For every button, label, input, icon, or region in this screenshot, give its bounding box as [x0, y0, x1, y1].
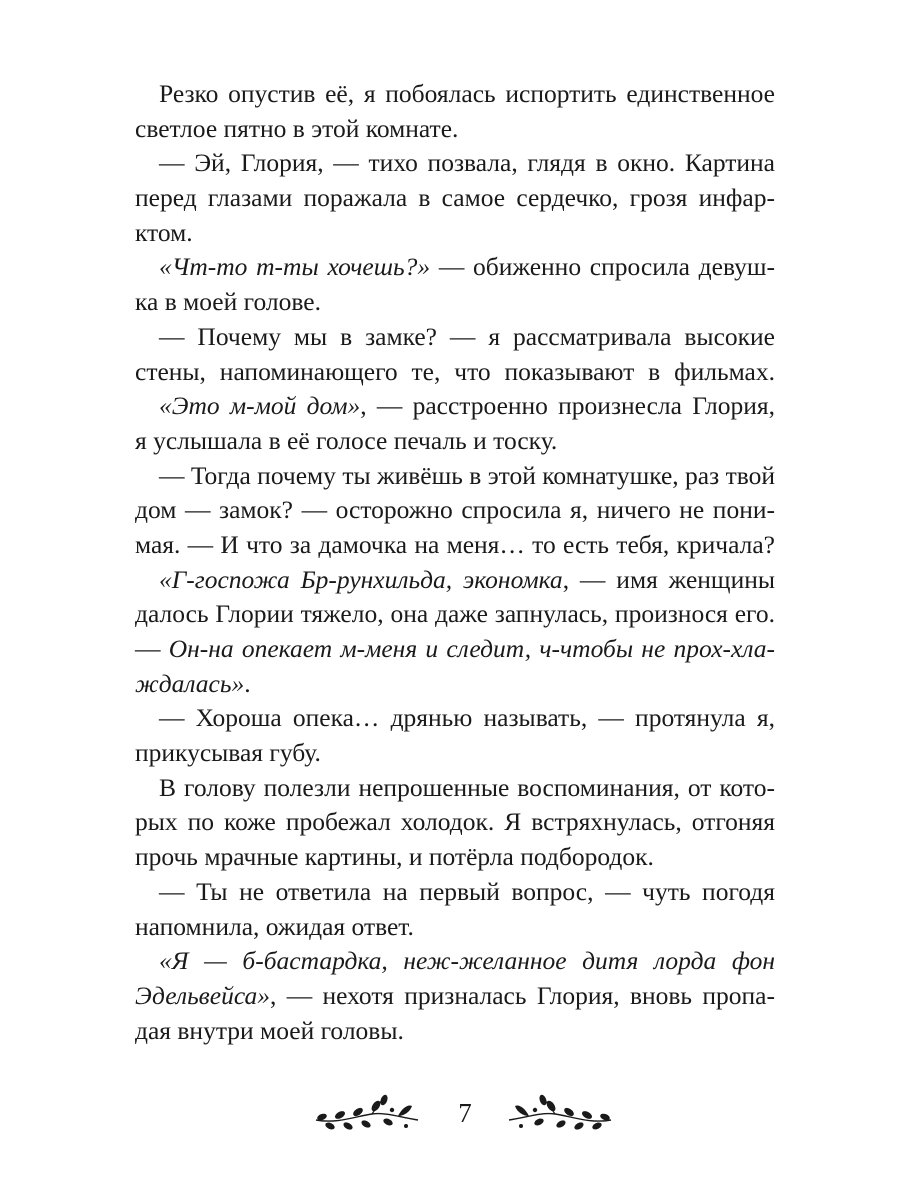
- page-text: [135, 77, 775, 1048]
- text-line: [135, 979, 775, 1014]
- text-line: [135, 459, 775, 494]
- text-line: [135, 701, 775, 736]
- text-segment: — Почему мы в замке? — я рассматривала высокие: [159, 321, 775, 351]
- text-line: [135, 389, 775, 424]
- text-segment: —: [135, 634, 169, 663]
- page-footer: [0, 1090, 900, 1140]
- text-line: [135, 1014, 775, 1049]
- text-segment: рых по коже пробежал холодок. Я встряхнулась, отгоняя: [135, 807, 775, 837]
- text-segment: далось Глории тяжело, она даже запнулась, произнося его.: [135, 599, 775, 629]
- leafy-vine-ornament-icon: [505, 1090, 615, 1136]
- text-segment: напомнила, ожидая ответ.: [135, 911, 414, 941]
- text-segment: ктом.: [135, 217, 193, 247]
- text-segment: перед глазами поражала в самое сердечко, грозя инфар-: [135, 183, 775, 213]
- text-segment: — Ты не ответила на первый вопрос, — чуть погодя: [159, 876, 775, 906]
- text-segment: В голову полезли непрошенные воспоминания, от кото-: [159, 772, 775, 802]
- text-segment-italic: ждалась»: [135, 668, 245, 698]
- text-line: [135, 424, 775, 459]
- text-line: [135, 875, 775, 910]
- text-line: [135, 320, 775, 355]
- text-segment: прикусывая губу.: [135, 738, 321, 768]
- text-line: [135, 250, 775, 285]
- text-segment: дом — замок? — осторожно спросила я, ничего не пони-: [135, 495, 775, 525]
- text-segment-italic: «Это м-мой дом»: [159, 391, 361, 421]
- text-line: [135, 216, 775, 251]
- text-line: [135, 146, 775, 181]
- text-line: [135, 597, 775, 632]
- text-segment: , — имя женщины: [562, 564, 775, 594]
- text-line: [135, 667, 775, 702]
- text-segment: Резко опустив её, я побоялась испортить единственное: [159, 79, 775, 108]
- text-line: [135, 355, 775, 390]
- text-line: [135, 736, 775, 771]
- text-line: [135, 910, 775, 945]
- text-line: [135, 632, 775, 667]
- text-segment: дая внутри моей головы.: [135, 1015, 404, 1045]
- page-number: 7: [458, 1098, 472, 1128]
- text-line: [135, 840, 775, 875]
- text-segment-italic: Он-на опекает м-меня и следит, ч-чтобы не прох-хла-: [168, 634, 775, 663]
- text-segment: — Хороша опека… дрянью называть, — протянула я,: [159, 703, 775, 733]
- text-segment: — Тогда почему ты живёшь в этой комнатушке, раз твой: [159, 460, 775, 490]
- text-line: [135, 181, 775, 216]
- text-segment: , — нехотя призналась Глория, вновь пропа-: [269, 980, 775, 1010]
- text-segment: стены, напоминающего те, что показывают в фильмах.: [135, 356, 775, 386]
- text-segment: светлое пятно в этой комнате.: [135, 113, 459, 143]
- text-line: [135, 805, 775, 840]
- text-segment: ка в моей голове.: [135, 287, 321, 317]
- leafy-vine-ornament-icon: [312, 1090, 422, 1136]
- text-segment-italic: «Чт-то т-ты хочешь?»: [159, 252, 431, 282]
- text-segment: я услышала в её голосе печаль и тоску.: [135, 425, 558, 455]
- text-segment: мая. — И что за дамочка на меня… то есть тебя, кричала?: [135, 529, 775, 559]
- text-line: [135, 563, 775, 598]
- text-segment: прочь мрачные картины, и потёрла подбородок.: [135, 842, 654, 872]
- text-segment: , — расстроенно произнесла Глория,: [360, 391, 775, 421]
- text-line: [135, 771, 775, 806]
- text-line: [135, 285, 775, 320]
- text-line: [135, 944, 775, 979]
- text-line: [135, 493, 775, 528]
- text-line: [135, 112, 775, 147]
- text-segment: — Эй, Глория, — тихо позвала, глядя в окно. Картина: [159, 148, 775, 178]
- text-line: [135, 77, 775, 112]
- text-segment: .: [244, 668, 251, 698]
- text-segment-italic: «Г-госпожа Бр-рунхильда, экономка: [159, 564, 563, 594]
- text-segment-italic: «Я — б-бастардка, неж-желанное дитя лорда фон: [159, 946, 775, 976]
- text-line: [135, 528, 775, 563]
- text-segment: — обиженно спросила девуш-: [430, 252, 775, 282]
- text-segment-italic: Эдельвейса»: [135, 980, 270, 1010]
